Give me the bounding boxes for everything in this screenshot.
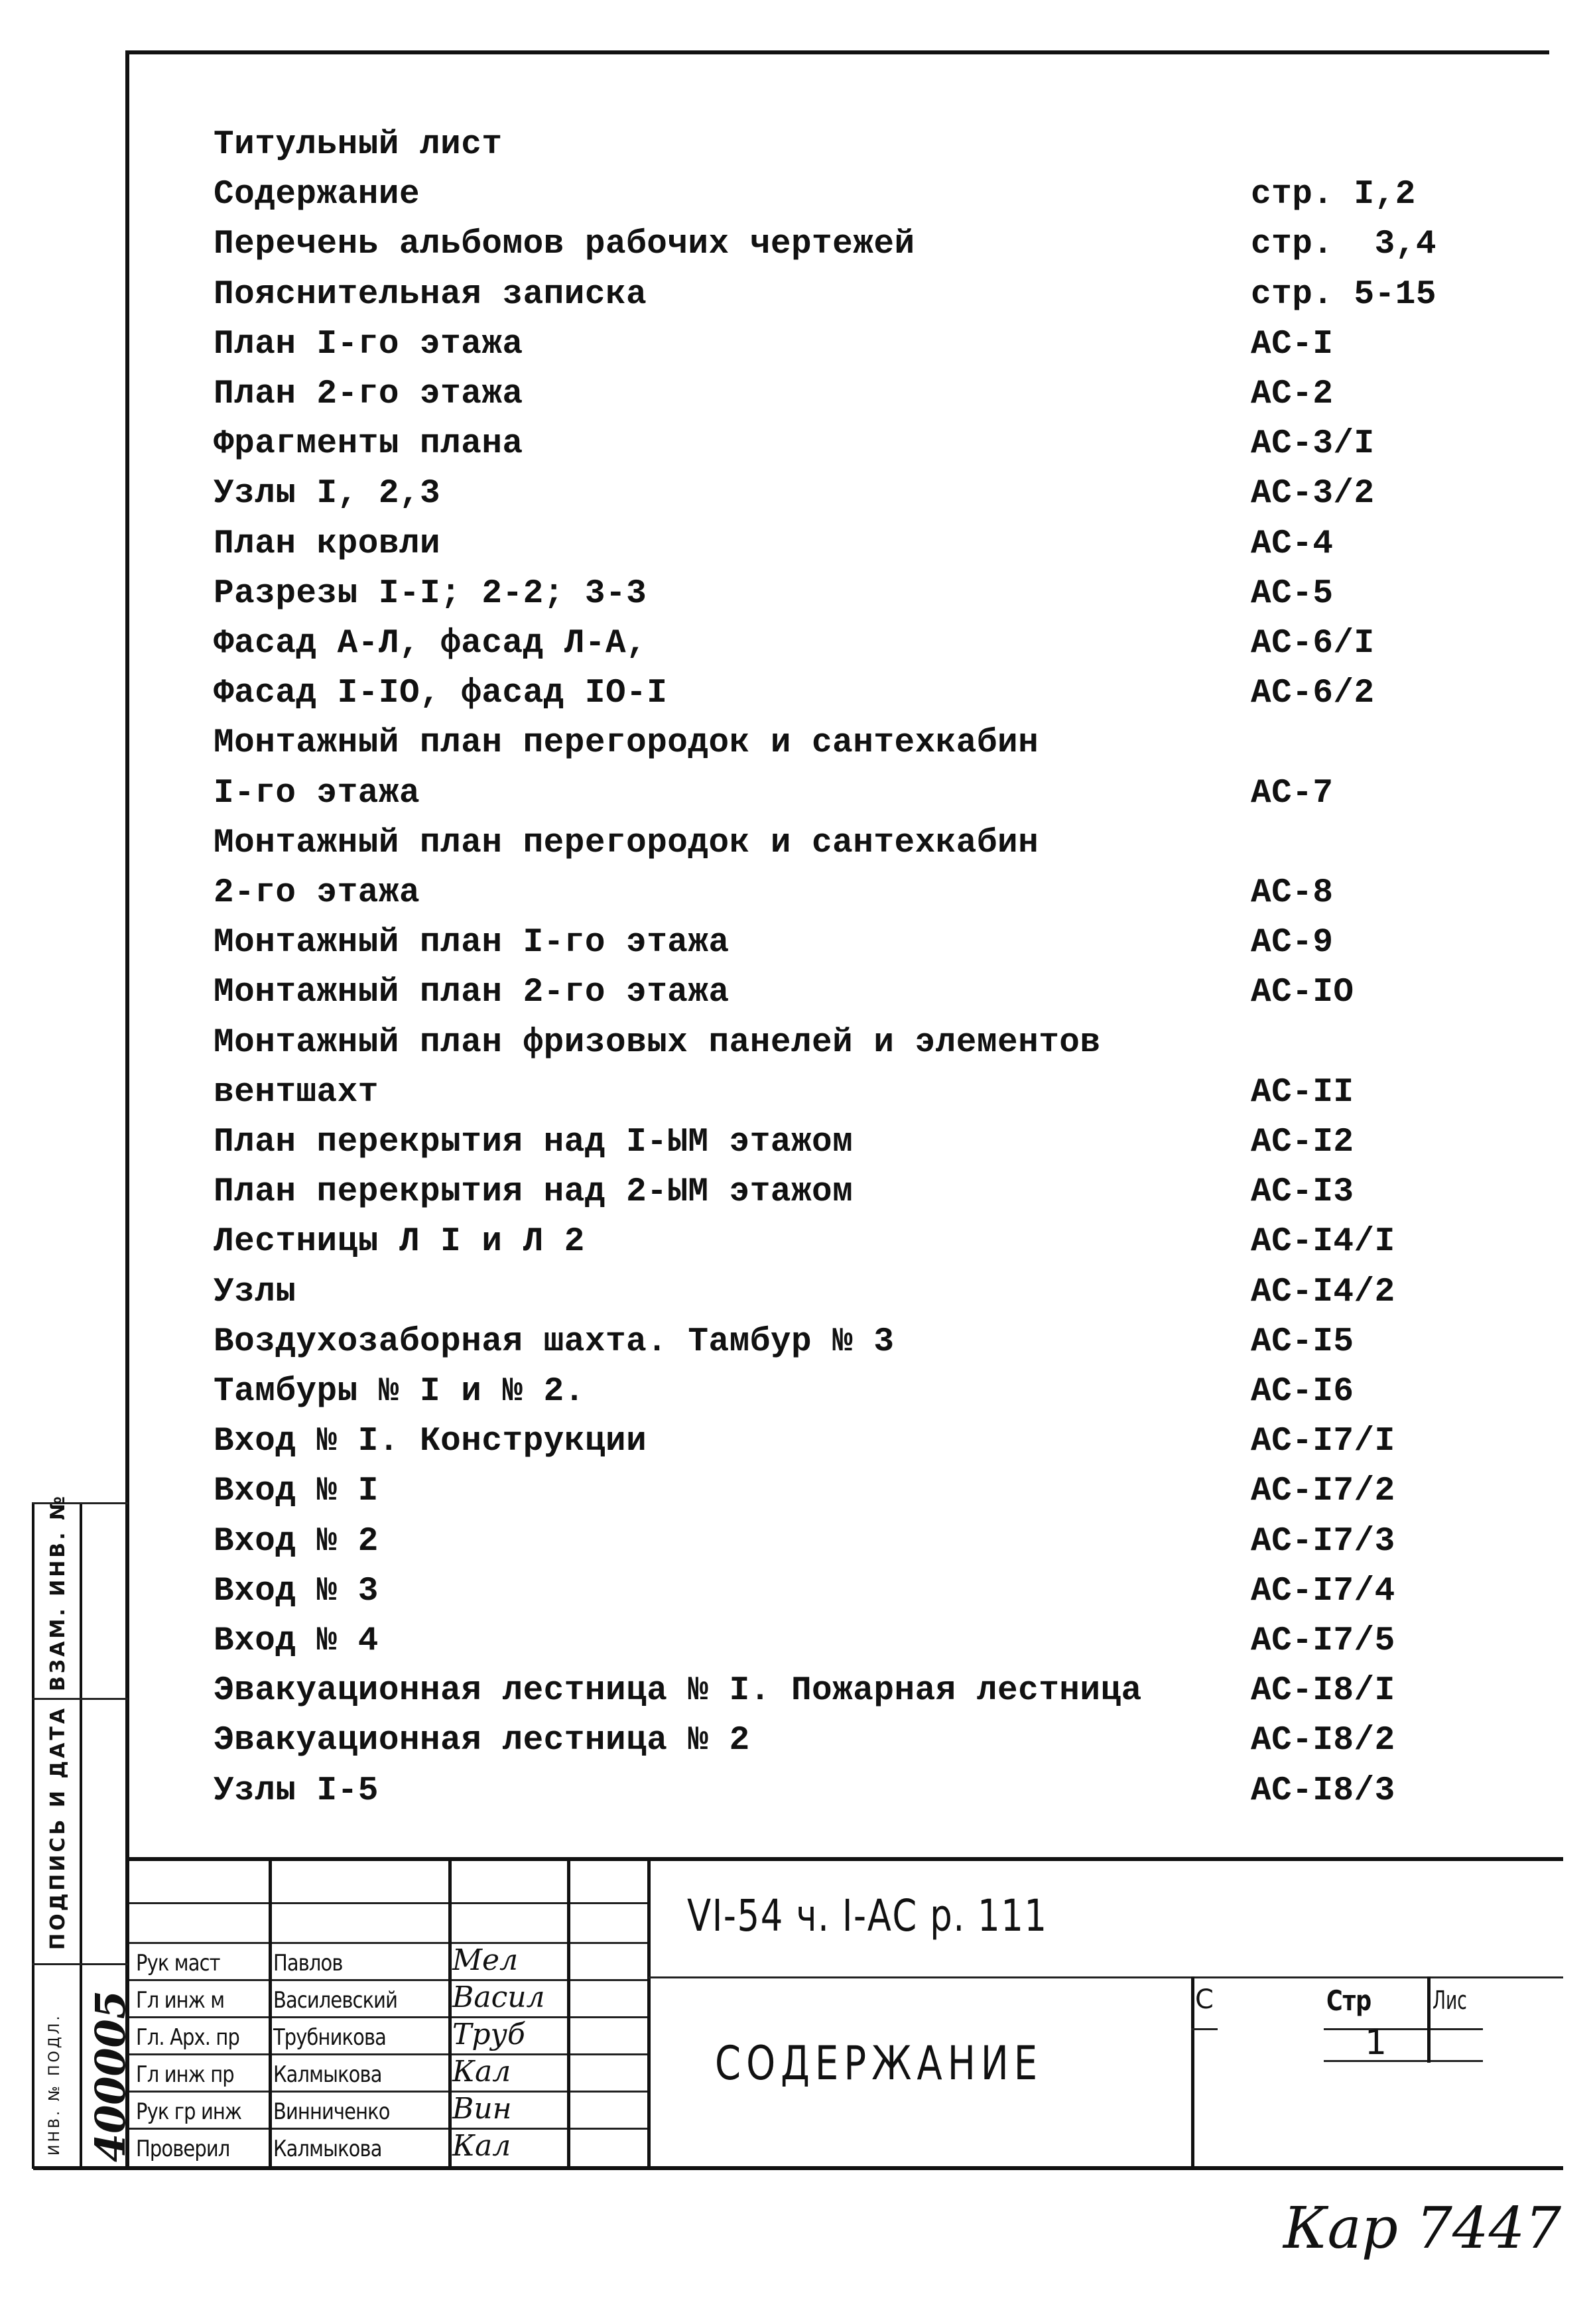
contents-item-code: АС-II bbox=[1251, 1073, 1354, 1112]
contents-item-code: АС-I2 bbox=[1251, 1124, 1354, 1161]
contents-item-title: Фрагменты плана bbox=[214, 425, 523, 464]
contents-item-title: План I-го этажа bbox=[214, 325, 523, 363]
contents-item-code: АС-I7/5 bbox=[1251, 1622, 1395, 1660]
frame-left-border bbox=[125, 50, 129, 2169]
sheets-label: Лис bbox=[1433, 1986, 1467, 2015]
archive-note: Кар 7447 bbox=[1283, 2195, 1562, 2262]
rule bbox=[80, 1502, 82, 2169]
contents-item-code: АС-7 bbox=[1251, 774, 1334, 812]
staff-name: Павлов bbox=[273, 1950, 343, 1976]
rule bbox=[129, 1942, 649, 1944]
rule bbox=[32, 1502, 34, 2169]
contents-item-title: План 2-го этажа bbox=[214, 375, 523, 413]
inventory-number: 400005 bbox=[86, 1990, 135, 2162]
contents-item-title: Узлы I, 2,3 bbox=[214, 475, 441, 513]
contents-item-code: АС-3/2 bbox=[1251, 475, 1375, 513]
staff-signature: Труб bbox=[452, 2018, 525, 2051]
rule bbox=[1427, 1976, 1431, 2063]
staff-role: Гл инж м bbox=[136, 1987, 225, 2014]
contents-item-code: АС-I7/3 bbox=[1251, 1522, 1395, 1561]
contents-item-title: Перечень альбомов рабочих чертежей bbox=[214, 226, 915, 264]
rule bbox=[32, 1963, 128, 1965]
contents-item-code: АС-4 bbox=[1251, 525, 1334, 563]
contents-item-code: АС-I8/3 bbox=[1251, 1772, 1395, 1810]
contents-item-title: I-го этажа bbox=[214, 774, 420, 812]
contents-item-code: АС-8 bbox=[1251, 874, 1334, 912]
contents-item-title: Узлы I-5 bbox=[214, 1772, 379, 1810]
contents-item-title: Вход № I bbox=[214, 1472, 379, 1511]
contents-item-title: Титульный лист bbox=[214, 126, 503, 164]
signature-date-label: ПОДПИСЬ И ДАТА bbox=[46, 1705, 70, 1950]
contents-item-code: стр. 3,4 bbox=[1251, 226, 1436, 264]
inventory-label: ИНВ. № ПОДЛ. bbox=[46, 2013, 63, 2156]
sheet-title: СОДЕРЖАНИЕ bbox=[715, 2036, 1043, 2091]
contents-item-title: Пояснительная записка bbox=[214, 275, 647, 314]
contents-item-title: Тамбуры № I и № 2. bbox=[214, 1373, 585, 1411]
title-block-top-line bbox=[129, 1857, 1563, 1861]
contents-item-title: Лестницы Л I и Л 2 bbox=[214, 1223, 585, 1261]
rule bbox=[129, 1902, 649, 1904]
contents-item-code: стр. 5-15 bbox=[1251, 275, 1436, 314]
contents-item-code: АС-I6 bbox=[1251, 1373, 1354, 1411]
rule bbox=[32, 1698, 128, 1700]
contents-item-title: Вход № I. Конструкции bbox=[214, 1423, 647, 1461]
staff-signature: Васил bbox=[452, 1980, 545, 2014]
contents-item-code: АС-I3 bbox=[1251, 1173, 1354, 1212]
contents-item-title: План перекрытия над I-ЫМ этажом bbox=[214, 1124, 854, 1161]
contents-item-code: стр. I,2 bbox=[1251, 176, 1416, 214]
contents-item-title: вентшахт bbox=[214, 1073, 379, 1112]
contents-item-title: Монтажный план перегородок и сантехкабин bbox=[214, 724, 1039, 763]
staff-role: Гл. Арх. пр bbox=[136, 2024, 239, 2051]
contents-item-title: 2-го этажа bbox=[214, 874, 420, 912]
staff-role: Рук маст bbox=[136, 1950, 220, 1976]
staff-name: Трубникова bbox=[273, 2024, 386, 2051]
contents-item-title: Вход № 3 bbox=[214, 1572, 379, 1610]
contents-item-title: Фасад I-IO, фасад IO-I bbox=[214, 675, 668, 713]
contents-item-title: Воздухозаборная шахта. Тамбур № 3 bbox=[214, 1323, 895, 1361]
contents-item-code: АС-I7/I bbox=[1251, 1423, 1395, 1461]
replacement-label: ВЗАМ. ИНВ. № bbox=[46, 1493, 70, 1691]
staff-name: Калмыкова bbox=[273, 2061, 382, 2088]
rule bbox=[129, 1979, 649, 1981]
title-block-bottom-line bbox=[33, 2166, 1563, 2170]
designation: VI-54 ч. I-АС р. 111 bbox=[687, 1890, 1048, 1941]
staff-name: Василевский bbox=[273, 1987, 398, 2014]
contents-item-title: Эвакуационная лестница № I. Пожарная лестница bbox=[214, 1672, 1142, 1711]
contents-item-title: Фасад А-Л, фасад Л-А, bbox=[214, 625, 647, 663]
rule bbox=[129, 2016, 649, 2018]
contents-item-code: АС-9 bbox=[1251, 924, 1334, 962]
contents-item-code: АС-IO bbox=[1251, 974, 1354, 1012]
staff-role: Рук гр инж bbox=[136, 2098, 242, 2125]
contents-item-title: Вход № 4 bbox=[214, 1622, 379, 1660]
staff-signature: Кал bbox=[452, 2129, 511, 2163]
contents-item-code: АС-6/2 bbox=[1251, 675, 1375, 713]
staff-signature: Вин bbox=[452, 2092, 512, 2126]
contents-item-code: АС-I7/2 bbox=[1251, 1472, 1395, 1511]
rule bbox=[1191, 2028, 1218, 2030]
rule bbox=[1324, 2060, 1483, 2062]
rule bbox=[269, 1857, 272, 2169]
stage-label: С bbox=[1195, 1984, 1214, 2015]
contents-item-code: АС-5 bbox=[1251, 574, 1334, 613]
rule bbox=[129, 2091, 649, 2093]
contents-item-title: Монтажный план I-го этажа bbox=[214, 924, 730, 962]
rule bbox=[448, 1857, 452, 2169]
rule bbox=[649, 1976, 1563, 1978]
rule bbox=[647, 1857, 651, 2169]
contents-item-code: АС-3/I bbox=[1251, 425, 1375, 464]
sheet-label: Стр bbox=[1326, 1984, 1372, 2017]
rule bbox=[129, 2128, 649, 2130]
contents-item-code: АС-I7/4 bbox=[1251, 1572, 1395, 1610]
staff-signature: Кал bbox=[452, 2055, 511, 2089]
staff-role: Гл инж пр bbox=[136, 2061, 234, 2088]
frame-top-border bbox=[127, 50, 1549, 54]
contents-item-code: АС-I8/I bbox=[1251, 1672, 1395, 1711]
rule bbox=[129, 2053, 649, 2055]
contents-item-title: Монтажный план фризовых панелей и элементов bbox=[214, 1023, 1101, 1062]
staff-name: Винниченко bbox=[273, 2098, 390, 2125]
staff-name: Калмыкова bbox=[273, 2136, 382, 2162]
rule bbox=[567, 1857, 570, 2169]
contents-item-code: АС-I8/2 bbox=[1251, 1722, 1395, 1760]
contents-item-code: АС-I5 bbox=[1251, 1323, 1354, 1361]
contents-item-title: Разрезы I-I; 2-2; 3-3 bbox=[214, 574, 647, 613]
contents-item-code: АС-2 bbox=[1251, 375, 1334, 413]
staff-role: Проверил bbox=[136, 2136, 230, 2162]
contents-item-title: План перекрытия над 2-ЫМ этажом bbox=[214, 1173, 854, 1212]
contents-item-code: АС-I bbox=[1251, 325, 1334, 363]
contents-item-title: План кровли bbox=[214, 525, 441, 563]
contents-item-title: Монтажный план перегородок и сантехкабин bbox=[214, 824, 1039, 862]
contents-item-code: АС-I4/I bbox=[1251, 1223, 1395, 1261]
contents-item-title: Эвакуационная лестница № 2 bbox=[214, 1722, 750, 1760]
contents-item-title: Содержание bbox=[214, 176, 420, 214]
staff-signature: Мел bbox=[452, 1943, 519, 1977]
sheet-number: 1 bbox=[1365, 2023, 1387, 2063]
rule bbox=[1324, 2028, 1483, 2030]
contents-item-code: АС-6/I bbox=[1251, 625, 1375, 663]
contents-item-code: АС-I4/2 bbox=[1251, 1273, 1395, 1311]
rule bbox=[1191, 1976, 1194, 2169]
contents-item-title: Монтажный план 2-го этажа bbox=[214, 974, 730, 1012]
contents-item-title: Узлы bbox=[214, 1273, 296, 1311]
contents-item-title: Вход № 2 bbox=[214, 1522, 379, 1561]
